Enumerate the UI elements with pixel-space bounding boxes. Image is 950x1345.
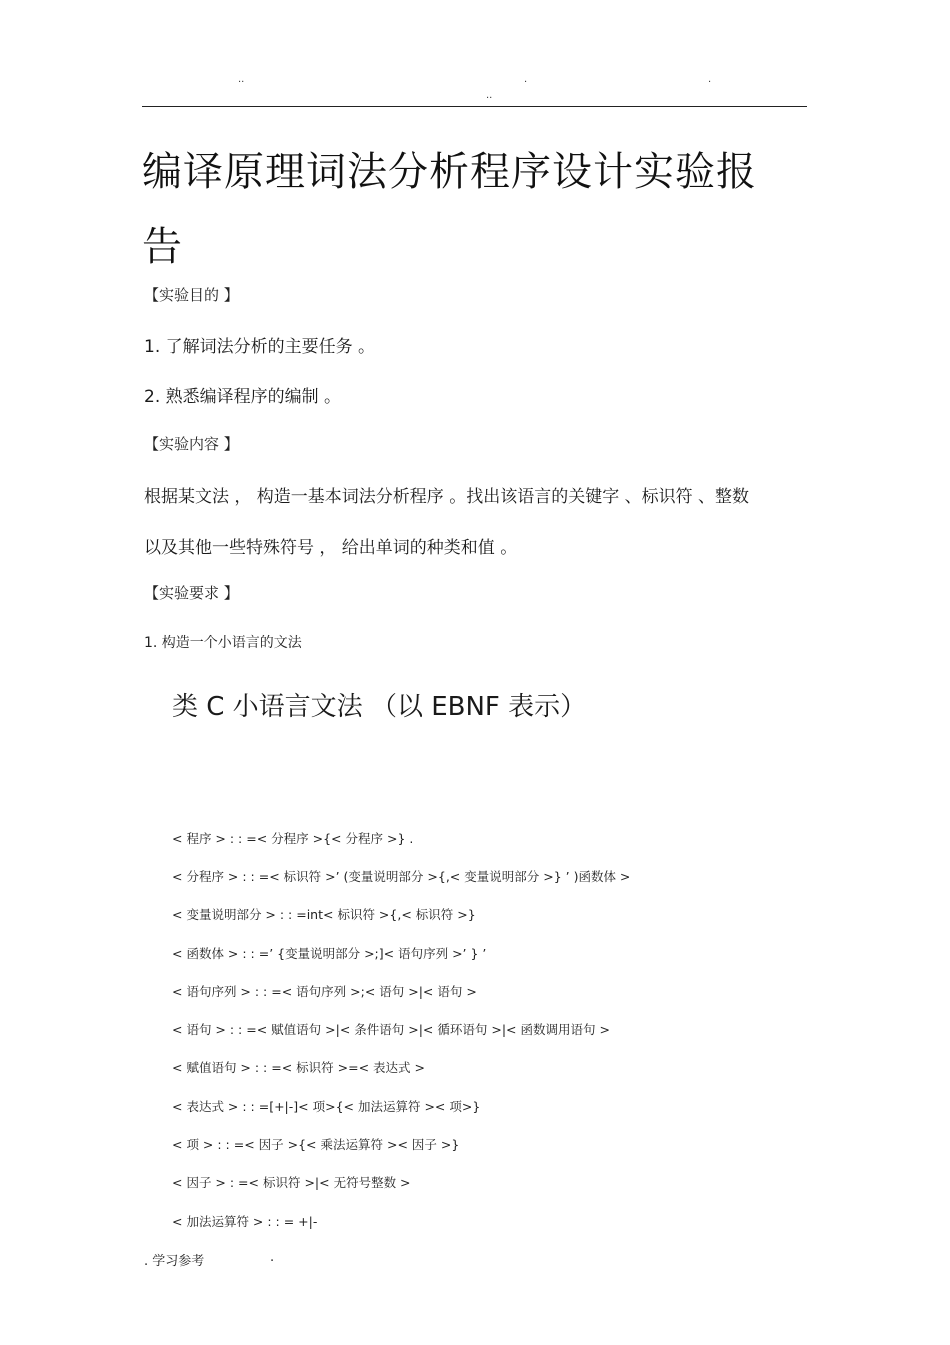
header-rule	[142, 106, 807, 107]
purpose-item-2: 2. 熟悉编译程序的编制 。	[144, 387, 342, 407]
footer-text: . 学习参考	[144, 1254, 205, 1269]
header-mark-mid: .	[524, 74, 528, 85]
grammar-rule: < 程序 > : : =< 分程序 >{< 分程序 >} .	[172, 831, 414, 846]
grammar-subtitle: 类 C 小语言文法 （以 EBNF 表示）	[172, 692, 587, 722]
grammar-rule: < 分程序 > : : =< 标识符 >’ (变量说明部分 >{,< 变量说明部分 >} ’ )函数体 >	[172, 869, 631, 884]
grammar-rule: < 语句序列 > : : =< 语句序列 >;< 语句 >|< 语句 >	[172, 984, 477, 999]
grammar-rule: < 函数体 > : : =’ {变量说明部分 >;]< 语句序列 >’ } ’	[172, 946, 487, 961]
grammar-rule: < 因子 > : =< 标识符 >|< 无符号整数 >	[172, 1175, 411, 1190]
requirement-item-1: 1. 构造一个小语言的文法	[144, 635, 302, 651]
purpose-item-1: 1. 了解词法分析的主要任务 。	[144, 337, 376, 357]
grammar-rule: < 赋值语句 > : : =< 标识符 >=< 表达式 >	[172, 1060, 425, 1075]
document-title-line1: 编译原理词法分析程序设计实验报	[142, 149, 757, 195]
footer-dot: .	[270, 1250, 275, 1265]
purpose-heading: 【实验目的 】	[144, 286, 239, 304]
header-mark-center: ..	[486, 90, 493, 101]
requirement-heading: 【实验要求 】	[144, 584, 239, 602]
document-title-line2: 告	[142, 224, 183, 270]
content-line-1: 根据某文法 ， 构造一基本词法分析程序 。找出该语言的关键字 、标识符 、整数	[144, 487, 750, 507]
content-line-2: 以及其他一些特殊符号 ， 给出单词的种类和值 。	[144, 538, 518, 558]
grammar-rule: < 语句 > : : =< 赋值语句 >|< 条件语句 >|< 循环语句 >|< 函数调用语句 >	[172, 1022, 610, 1037]
header-mark-right: .	[708, 74, 712, 85]
header-mark-left: ..	[238, 74, 245, 85]
grammar-rule: < 加法运算符 > : : = +|-	[172, 1214, 318, 1229]
content-heading: 【实验内容 】	[144, 435, 239, 453]
grammar-rule: < 变量说明部分 > : : =int< 标识符 >{,< 标识符 >}	[172, 907, 476, 922]
grammar-rule: < 项 > : : =< 因子 >{< 乘法运算符 >< 因子 >}	[172, 1137, 460, 1152]
grammar-rule: < 表达式 > : : =[+|-]< 项>{< 加法运算符 >< 项>}	[172, 1099, 481, 1114]
